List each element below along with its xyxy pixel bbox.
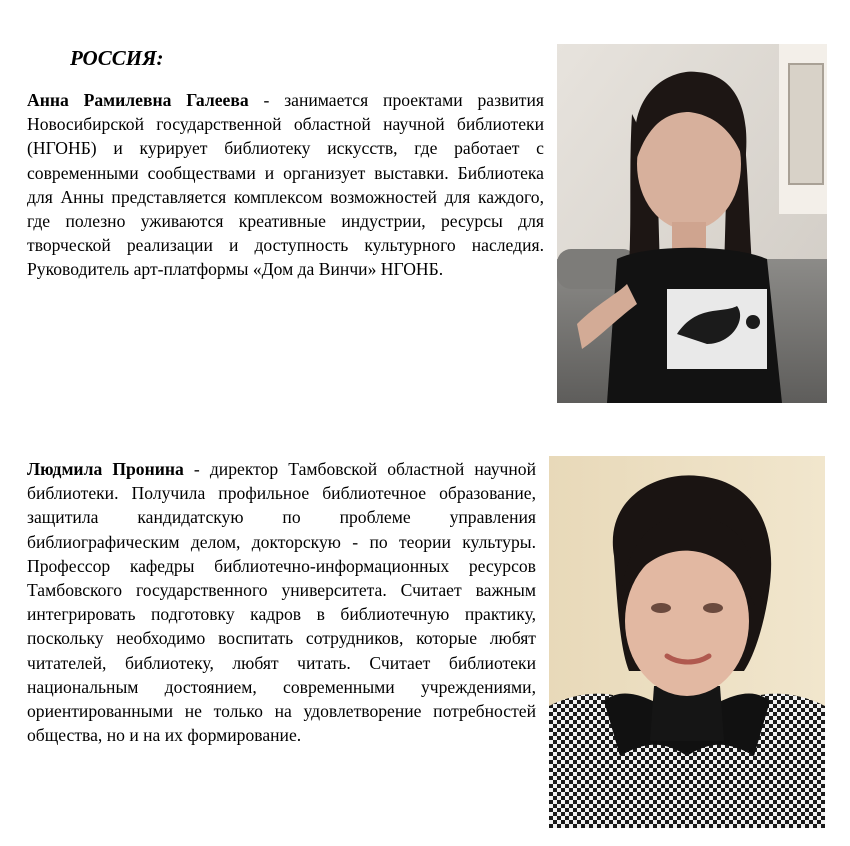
profile-pronina-separator: - <box>183 459 210 479</box>
profile-galeeva-name: Анна Рамилевна Галеева <box>27 90 249 110</box>
profile-galeeva-bio <box>27 88 544 282</box>
profile-galeeva-photo <box>557 44 827 403</box>
profile-galeeva-separator: - <box>248 90 285 110</box>
profile-pronina-text: директор Тамбовской областной научной библиотеки. Получила профильное библиотечное образование, защитила кандидатскую по проблеме управления библиографическим делом, докторскую - по теории культуры. Профессор кафедры библиотечно-информационных ресурсов Тамбовского государственного университета. Считает важным интегрировать подготовку кадров в библиотечную практику, поскольку необходимо воспитать сотрудников, которые любят читателей, библиотеку, любят читать. Считает библиотеки национальным достоянием, современными учреждениями, ориентированными не только на удовлетворение потребностей общества, но и на их формирование. <box>27 459 536 746</box>
profile-pronina-name: Людмила Пронина <box>27 459 184 479</box>
profile-pronina-bio <box>27 457 536 747</box>
profile-galeeva-text: занимается проектами развития Новосибирской государственной областной научной библиотеки (НГОНБ) и курирует библиотеку искусств, где работает с современными сообществами и организует выставки. Библиотека для Анны представляется комплексом возможностей для каждого, где полезно уживаются креативные индустрии, ресурсы для творческой реализации и доступность культурного наследия. Руководитель арт-платформы «Дом да Винчи» НГОНБ. <box>27 90 544 280</box>
profile-pronina-photo <box>549 456 825 828</box>
section-heading: РОССИЯ: <box>70 46 164 70</box>
